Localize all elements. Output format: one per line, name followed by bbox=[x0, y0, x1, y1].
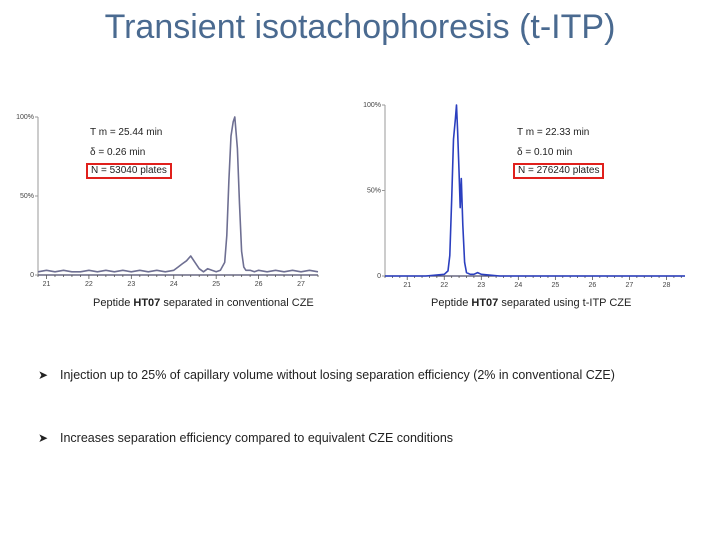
y-tick-label: 0 bbox=[30, 272, 34, 279]
annotation-plates-left: N = 53040 plates bbox=[86, 163, 172, 179]
annotation-tm-left: T m = 25.44 min bbox=[90, 127, 163, 138]
bullet-item: ➤ Increases separation efficiency compared to equivalent CZE conditions bbox=[38, 431, 454, 445]
chart-left bbox=[16, 105, 320, 290]
y-tick-label: 100% bbox=[16, 114, 34, 121]
annotation-delta-left: δ = 0.26 min bbox=[90, 147, 146, 158]
x-tick-label: 26 bbox=[254, 281, 263, 288]
x-tick-label: 26 bbox=[588, 282, 597, 289]
annotation-tm-right: T m = 22.33 min bbox=[517, 127, 590, 138]
annotation-plates-right: N = 276240 plates bbox=[513, 163, 604, 179]
y-tick-label: 0 bbox=[377, 273, 381, 280]
x-tick-label: 28 bbox=[662, 282, 671, 289]
x-tick-label: 25 bbox=[212, 281, 221, 288]
bullet-item: ➤ Injection up to 25% of capillary volume without losing separation efficiency (2% in conventional CZE) bbox=[38, 368, 615, 382]
x-tick-label: 21 bbox=[403, 282, 412, 289]
x-tick-label: 22 bbox=[85, 281, 93, 288]
x-tick-label: 23 bbox=[127, 281, 136, 288]
x-tick-label: 22 bbox=[440, 282, 449, 289]
arrow-bullet-icon: ➤ bbox=[38, 431, 49, 445]
annotation-delta-right: δ = 0.10 min bbox=[517, 147, 573, 158]
chart-right bbox=[355, 95, 695, 290]
y-tick-label: 50% bbox=[19, 193, 34, 200]
x-tick-label: 21 bbox=[42, 281, 51, 288]
y-tick-label: 50% bbox=[366, 187, 381, 195]
x-tick-label: 27 bbox=[625, 282, 634, 289]
x-tick-label: 23 bbox=[477, 282, 486, 289]
x-tick-label: 24 bbox=[514, 282, 523, 289]
arrow-bullet-icon: ➤ bbox=[38, 368, 49, 382]
y-tick-label: 100% bbox=[363, 102, 381, 109]
page-title: Transient isotachophoresis (t-ITP) bbox=[104, 8, 616, 46]
series-line bbox=[38, 117, 318, 272]
x-tick-label: 27 bbox=[297, 281, 305, 288]
x-tick-label: 24 bbox=[169, 281, 178, 288]
caption-left: Peptide HT07 separated in conventional CZE bbox=[93, 297, 314, 309]
x-tick-label: 25 bbox=[551, 282, 560, 289]
caption-right: Peptide HT07 separated using t-ITP CZE bbox=[431, 297, 632, 309]
